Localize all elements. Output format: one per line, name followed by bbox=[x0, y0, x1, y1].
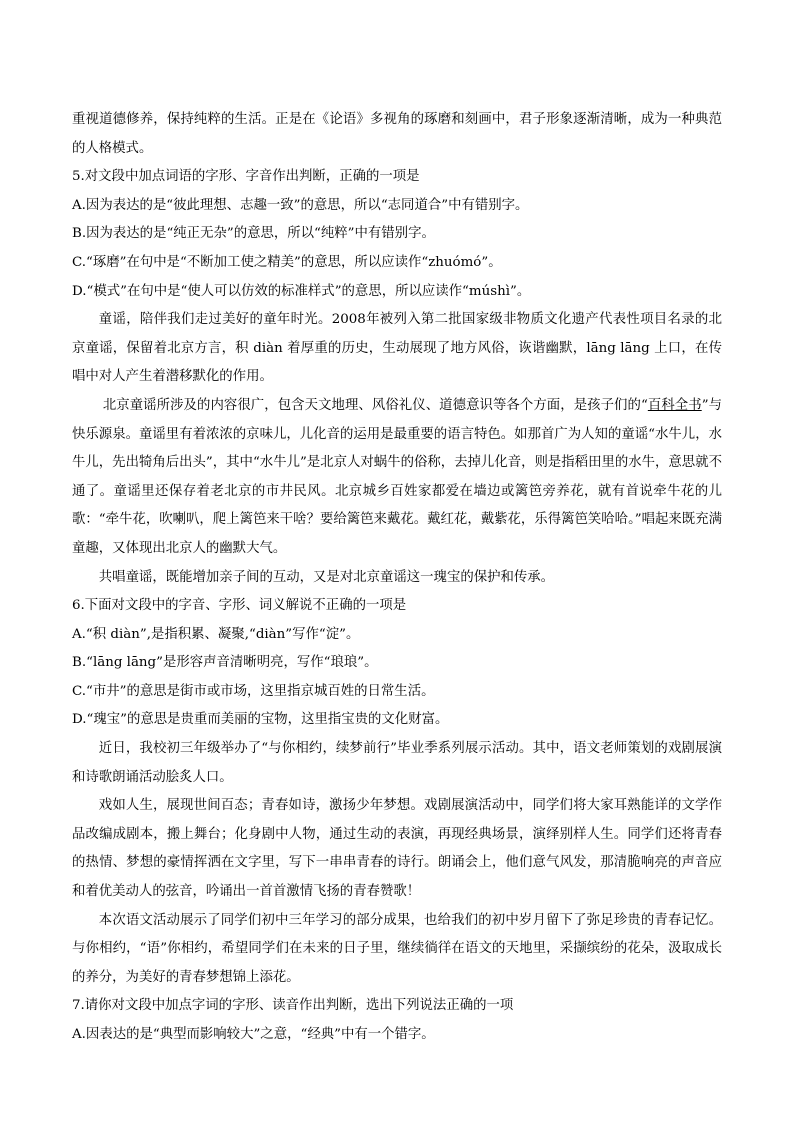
paragraph-nursery-rhymes-content bbox=[72, 392, 722, 564]
paragraph-activity-summary: 本次语文活动展示了同学们初中三年学习的部分成果，也给我们的初中岁月留下了弥足珍贵的青春记忆。与你相约，“语”你相约，希望同学们在未来的日子里，继续徜徉在语文的天地里，采撷缤纷的花朵，汲取成长的养分，为美好的青春梦想锦上添花。 bbox=[72, 912, 722, 985]
question-5-option-d: D.“模式”在句中是“使人可以仿效的标准样式”的意思，所以应读作“múshì”。 bbox=[72, 283, 531, 299]
question-6-option-c: C.“市井”的意思是街市或市场，这里指京城百姓的日常生活。 bbox=[72, 683, 435, 699]
document-page bbox=[72, 106, 722, 1050]
question-5-option-a: A.因为表达的是“彼此理想、志趣一致”的意思，所以“志同道合”中有错别字。 bbox=[72, 197, 529, 213]
underlined-term: 百科全书 bbox=[647, 397, 702, 413]
question-7: 7.请你对文段中加点字词的字形、读音作出判断，选出下列说法正确的一项 bbox=[72, 998, 514, 1014]
paragraph-text-part-1: 北京童谣所涉及的内容很广，包含天文地理、风俗礼仪、道德意识等各个方面，是孩子们的“ bbox=[102, 397, 648, 413]
question-5: 5.对文段中加点词语的字形、字音作出判断，正确的一项是 bbox=[72, 169, 420, 185]
question-6-option-a: A.“积 diàn”,是指积累、凝聚,“diàn”写作“淀”。 bbox=[72, 626, 360, 642]
question-5-option-b: B.因为表达的是“纯正无杂”的意思，所以“纯粹”中有错别字。 bbox=[72, 226, 435, 242]
question-6-option-b: B.“lāng lāng”是形容声音清晰明亮，写作“琅琅”。 bbox=[72, 655, 378, 671]
question-5-option-c: C.“琢磨”在句中是“不断加工使之精美”的意思，所以应读作“zhuómó”。 bbox=[72, 254, 502, 270]
paragraph-nursery-rhymes-intro: 童谣，陪伴我们走过美好的童年时光。2008年被列入第二批国家级非物质文化遗产代表性项目名录的北京童谣，保留着北京方言，积 diàn 着厚重的历史，生动展现了地方风俗，诙谐幽默，lāng lāng 上口，在传唱中对人产生着潜移默化的作用。 bbox=[72, 312, 722, 385]
paragraph-drama-and-poetry: 戏如人生，展现世间百态；青春如诗，激扬少年梦想。戏剧展演活动中，同学们将大家耳熟能详的文学作品改编成剧本，搬上舞台；化身剧中人物，通过生动的表演，再现经典场景，演绎别样人生。同学们还将青春的热情、梦想的豪情挥洒在文字里，写下一串串青春的诗行。朗诵会上，他们意气风发，那清脆响亮的声音应和着优美动人的弦音，吟诵出一首首激情飞扬的青春赞歌！ bbox=[72, 798, 722, 900]
question-6-option-d: D.“瑰宝”的意思是贵重而美丽的宝物，这里指宝贵的文化财富。 bbox=[72, 712, 449, 728]
paragraph-text-part-2: ”与快乐源泉。童谣里有着浓浓的京味儿，儿化音的运用是最重要的语言特色。如那首广为人知的童谣“水牛儿，水牛儿，先出犄角后出头”，其中“水牛儿”是北京人对蜗牛的俗称，去掉儿化音，则是指稻田里的水牛，意思就不通了。童谣里还保存着老北京的市井民风。北京城乡百姓家都爱在墙边或篱笆旁养花，就有首说牵牛花的儿歌：“牵牛花，吹喇叭，爬上篱笆来干啥？要给篱笆来戴花。戴红花，戴紫花，乐得篱笆笑哈哈。”唱起来既充满童趣，又体现出北京人的幽默大气。 bbox=[72, 397, 723, 556]
paragraph-continuation: 重视道德修养，保持纯粹的生活。正是在《论语》多视角的琢磨和刻画中，君子形象逐渐清晰，成为一种典范的人格模式。 bbox=[72, 112, 722, 156]
question-6: 6.下面对文段中的字音、字形、词义解说不正确的一项是 bbox=[72, 598, 407, 614]
paragraph-graduation-activity: 近日，我校初三年级举办了“与你相约，续梦前行”毕业季系列展示活动。其中，语文老师策划的戏剧展演和诗歌朗诵活动脍炙人口。 bbox=[72, 741, 722, 785]
question-7-option-a: A.因表达的是“典型而影响较大”之意，“经典”中有一个错字。 bbox=[72, 1027, 435, 1042]
paragraph-nursery-rhymes-conclusion: 共唱童谣，既能增加亲子间的互动，又是对北京童谣这一瑰宝的保护和传承。 bbox=[98, 569, 555, 585]
